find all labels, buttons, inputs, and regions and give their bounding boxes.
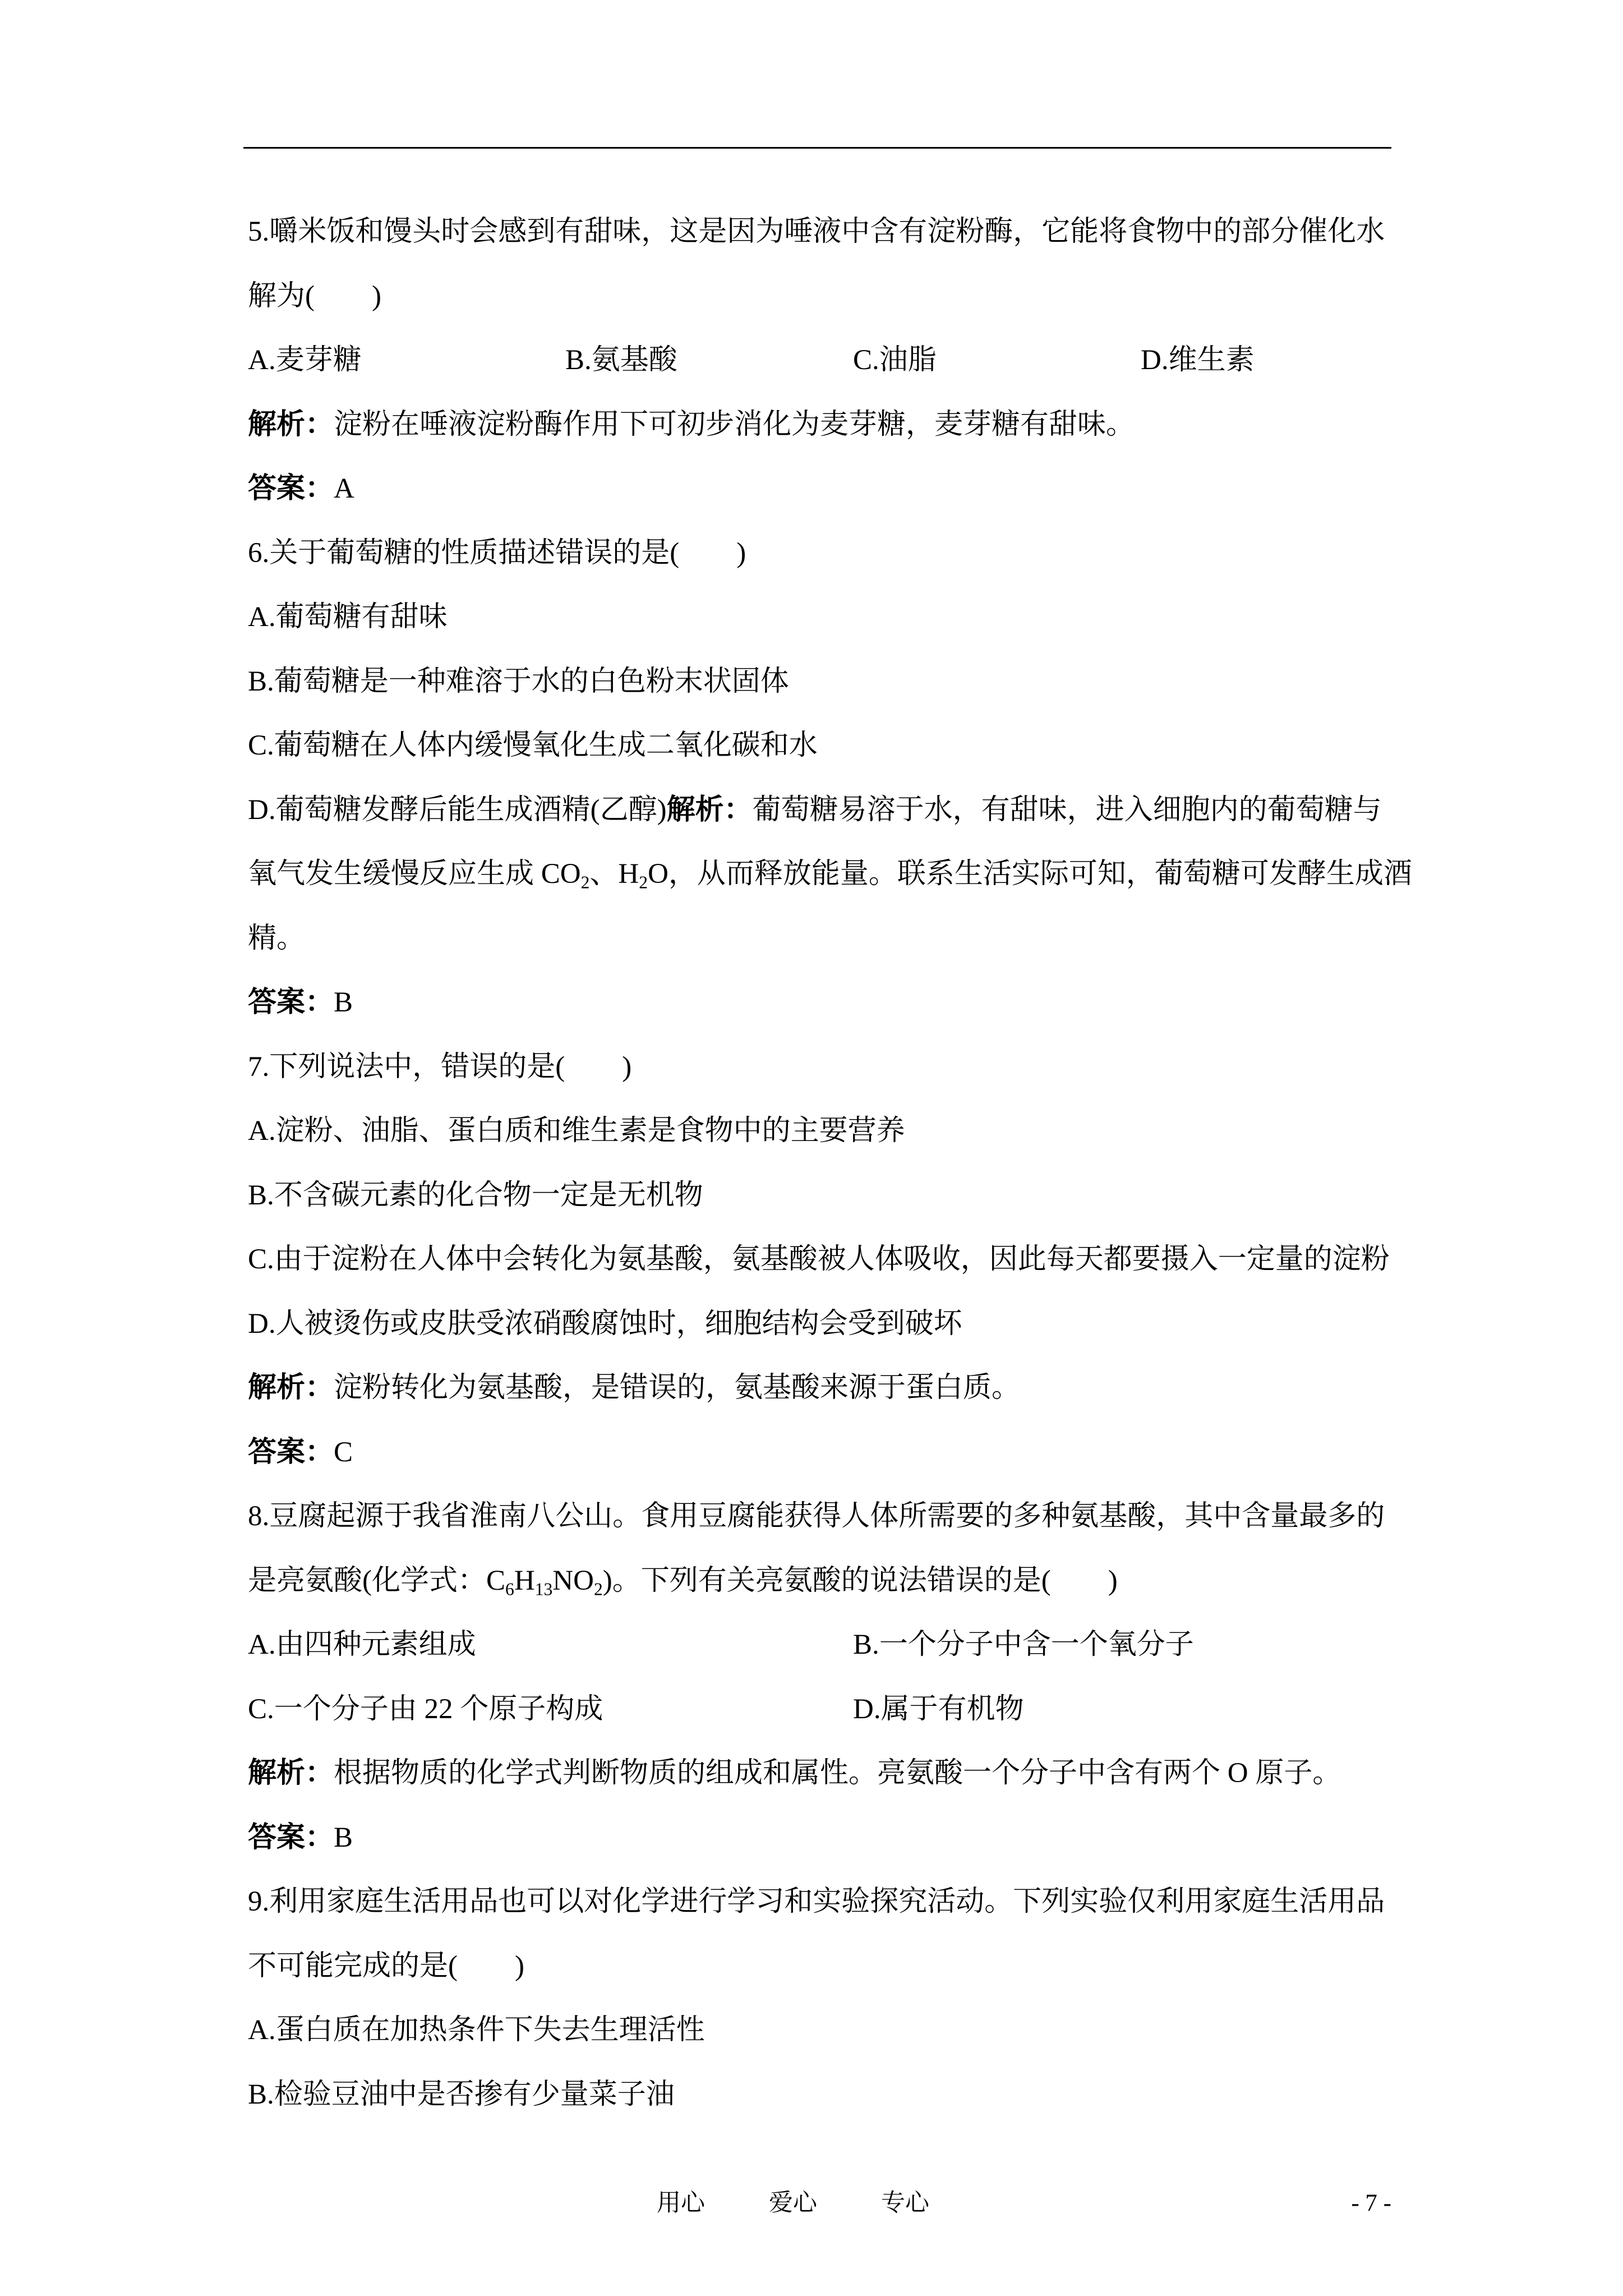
analysis-label: 解析： [248,1757,334,1789]
answer-line [248,1806,1426,1870]
footer-motto: 爱心 [769,2190,817,2216]
analysis-line [248,1741,1426,1806]
analysis-label: 解析： [248,408,334,440]
question-stem-line: 6.关于葡萄糖的性质描述错误的是( ) [248,537,746,569]
stem-text: H [514,1565,535,1596]
question-stem-line: 8.豆腐起源于我省淮南八公山。食用豆腐能获得人体所需要的多种氨基酸，其中含量最多的 [248,1501,1385,1532]
header-rule [243,147,1391,149]
options-row [248,328,1426,393]
answer-value: A [334,473,354,504]
option-b: B.不含碳元素的化合物一定是无机物 [248,1179,703,1211]
analysis-line: 精。 [248,922,306,954]
answer-label: 答案： [248,473,334,504]
analysis-line [248,1356,1426,1420]
analysis-label: 解析： [666,794,753,826]
chemical-subscript: 13 [534,1579,553,1599]
question-5 [248,200,1426,521]
option-a: A.由四种元素组成 [248,1629,476,1660]
option-d: D.葡萄糖发酵后能生成酒精(乙醇) [248,794,667,826]
answer-line [248,457,1426,521]
stem-text: NO [552,1565,594,1596]
analysis-text: 氧气发生缓慢反应生成 CO [248,858,581,890]
option-c: C.一个分子由 22 个原子构成 [248,1693,603,1725]
answer-label: 答案： [248,1821,334,1853]
analysis-text: O，从而释放能量。联系生活实际可知，葡萄糖可发酵生成酒 [648,858,1412,890]
page-content [248,200,1426,2127]
question-stem-line: 解为( ) [248,280,381,312]
question-8 [248,1484,1426,1870]
option-c: C.葡萄糖在人体内缓慢氧化生成二氧化碳和水 [248,730,818,761]
option-a: A.葡萄糖有甜味 [248,601,448,633]
question-9 [248,1870,1426,2127]
option-c: C.由于淀粉在人体中会转化为氨基酸，氨基酸被人体吸收，因此每天都要摄入一定量的淀粉 [248,1244,1390,1275]
answer-value: B [334,1821,353,1853]
option-a: A.麦芽糖 [248,344,362,376]
stem-text: 是亮氨酸(化学式：C [248,1565,506,1596]
option-d-analysis-line [248,778,1426,843]
question-stem-line: 7.下列说法中，错误的是( ) [248,1051,632,1083]
answer-line [248,1420,1426,1485]
page-number: - 7 - [1351,2190,1391,2216]
option-d: D.人被烫伤或皮肤受浓硝酸腐蚀时，细胞结构会受到破坏 [248,1308,962,1340]
chemical-subscript: 6 [505,1579,514,1599]
option-d: D.维生素 [1141,344,1255,376]
chemical-subscript: 2 [580,872,590,892]
answer-label: 答案： [248,987,334,1018]
option-b: B.氨基酸 [565,344,677,376]
chemical-subscript: 2 [639,872,648,892]
answer-label: 答案： [248,1436,334,1468]
stem-text: )。下列有关亮氨酸的说法错误的是( ) [602,1565,1118,1596]
question-6 [248,521,1426,1035]
option-c: C.油脂 [853,344,937,376]
analysis-label: 解析： [248,1372,334,1404]
analysis-text: 淀粉转化为氨基酸，是错误的，氨基酸来源于蛋白质。 [334,1372,1021,1404]
footer-motto: 用心 [657,2190,705,2216]
question-stem-line: 5.嚼米饭和馒头时会感到有甜味，这是因为唾液中含有淀粉酶，它能将食物中的部分催化水 [248,216,1385,247]
option-d: D.属于有机物 [853,1693,1024,1725]
analysis-line [248,393,1426,457]
question-stem-line: 9.利用家庭生活用品也可以对化学进行学习和实验探究活动。下列实验仅利用家庭生活用品 [248,1886,1385,1917]
options-row [248,1677,1426,1742]
option-b: B.葡萄糖是一种难溶于水的白色粉末状固体 [248,665,789,697]
option-b: B.检验豆油中是否掺有少量菜子油 [248,2078,675,2110]
option-a: A.蛋白质在加热条件下失去生理活性 [248,2014,705,2046]
option-b: B.一个分子中含一个氧分子 [853,1629,1194,1660]
question-stem-line: 不可能完成的是( ) [248,1950,524,1982]
answer-value: C [334,1436,353,1468]
question-7 [248,1035,1426,1485]
analysis-text: 淀粉在唾液淀粉酶作用下可初步消化为麦芽糖，麦芽糖有甜味。 [334,408,1135,440]
analysis-line [248,842,1426,907]
chemical-subscript: 2 [593,1579,603,1599]
analysis-text: 葡萄糖易溶于水，有甜味，进入细胞内的葡萄糖与 [752,794,1382,826]
option-a: A.淀粉、油脂、蛋白质和维生素是食物中的主要营养 [248,1115,905,1147]
answer-value: B [334,987,353,1018]
options-row [248,1613,1426,1677]
footer-motto: 专心 [881,2190,929,2216]
answer-line [248,970,1426,1035]
analysis-text: 、H [589,858,639,890]
analysis-text: 根据物质的化学式判断物质的组成和属性。亮氨酸一个分子中含有两个 O 原子。 [334,1757,1341,1789]
question-stem-line [248,1549,1426,1613]
